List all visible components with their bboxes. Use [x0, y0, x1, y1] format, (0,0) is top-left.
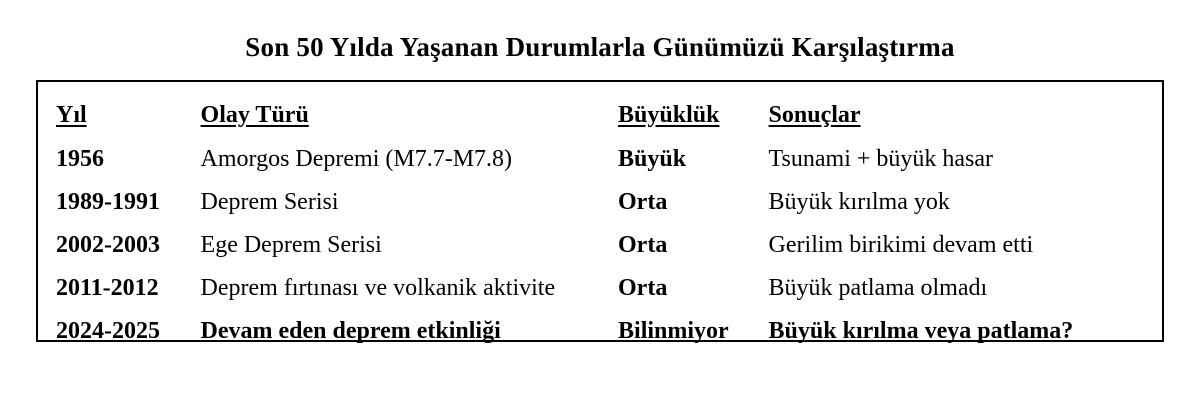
cell-event: Deprem fırtınası ve volkanik aktivite [200, 275, 556, 301]
cell-year: 1989-1991 [56, 189, 160, 215]
cell-year: 2011-2012 [56, 275, 159, 301]
cell-magnitude: Bilinmiyor [618, 318, 729, 344]
cell-year: 2024-2025 [56, 318, 160, 344]
table-row [38, 267, 1162, 310]
page-title: Son 50 Yılda Yaşanan Durumlarla Günümüzü Karşılaştırma [245, 32, 955, 62]
cell-result: Büyük patlama olmadı [768, 275, 988, 301]
cell-magnitude: Orta [618, 275, 668, 301]
table-row [38, 310, 1162, 353]
table-row [38, 138, 1162, 181]
cell-magnitude: Büyük [618, 146, 687, 172]
cell-magnitude: Orta [618, 189, 668, 215]
cell-result: Büyük kırılma yok [768, 189, 950, 215]
column-header-year: Yıl [56, 101, 87, 128]
cell-magnitude: Orta [618, 232, 668, 258]
column-header-results: Sonuçlar [768, 101, 861, 128]
cell-event: Amorgos Depremi (M7.7-M7.8) [200, 146, 513, 172]
column-header-magnitude: Büyüklük [618, 101, 720, 128]
cell-year: 1956 [56, 146, 104, 172]
cell-event: Devam eden deprem etkinliği [200, 318, 501, 344]
cell-event: Ege Deprem Serisi [200, 232, 382, 258]
table-row [38, 224, 1162, 267]
cell-event: Deprem Serisi [200, 189, 339, 215]
cell-year: 2002-2003 [56, 232, 160, 258]
comparison-table-frame [36, 80, 1164, 342]
comparison-table [38, 82, 1162, 353]
column-header-event-type: Olay Türü [200, 101, 309, 128]
cell-result: Gerilim birikimi devam etti [768, 232, 1034, 258]
table-header-row [38, 82, 1162, 138]
table-row [38, 181, 1162, 224]
cell-result: Tsunami + büyük hasar [768, 146, 994, 172]
cell-result: Büyük kırılma veya patlama? [768, 318, 1074, 344]
